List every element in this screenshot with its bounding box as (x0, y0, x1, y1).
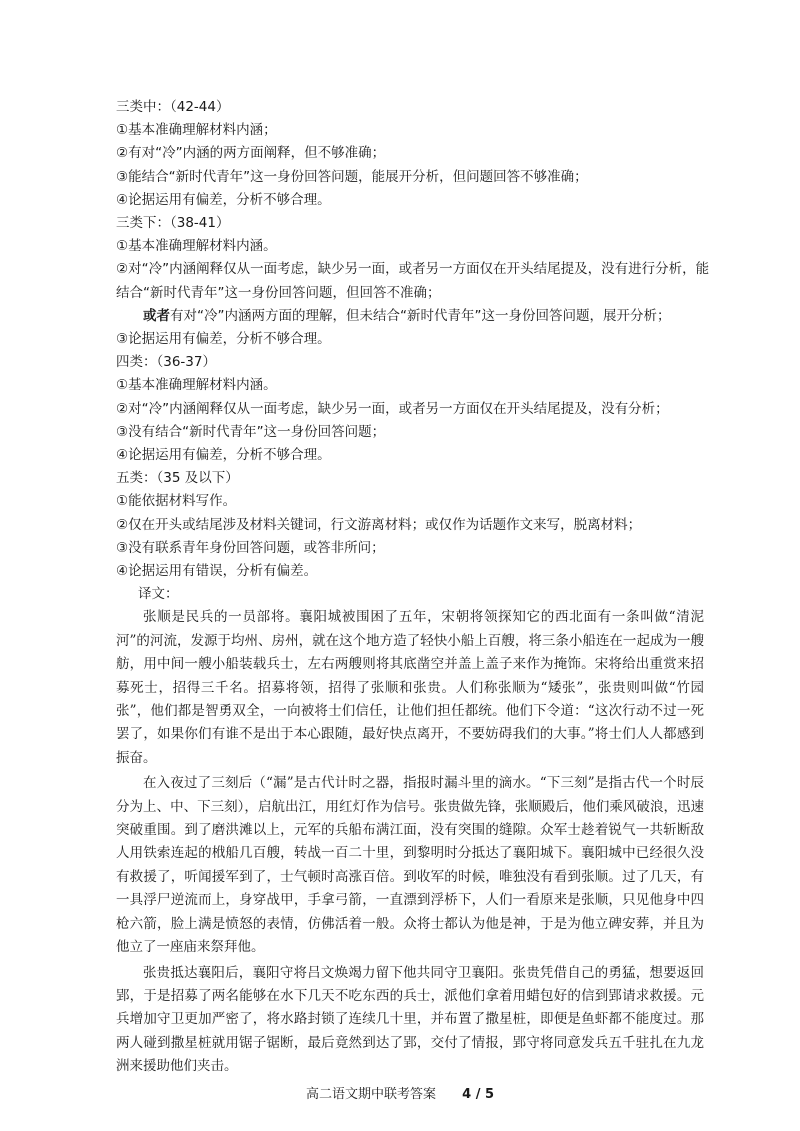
rubric-line: ④论据运用有错误，分析有偏差。 (116, 563, 318, 580)
rubric-line: 四类：（36-37） (116, 354, 216, 371)
alternative-prefix: 或者 (143, 307, 170, 324)
rubric-line: 五类：（35 及以下） (116, 470, 239, 487)
rubric-line: ②对“冷”内涵阐释仅从一面考虑，缺少另一面，或者另一方面仅在开头结尾提及，没有分析； (116, 400, 669, 417)
translation-paragraph: 张贵抵达襄阳后，襄阳守将吕文焕竭力留下他共同守卫襄阳。张贵凭借自己的勇猛，想要返回郢，于是招募了两名能够在水下几天不吃东西的兵士，派他们拿着用蜡包好的信到郢请求救援。元兵增加守卫更加严密了，将水路封锁了连续几十里，并布置了撒星桩，即便是鱼虾都不能度过。那两人碰到撒星桩就用锯子锯断，最后竟然到达了郢，交付了情报，郢守将同意发兵五千驻扎在九龙洲来援助他们夹击。 (116, 964, 704, 1075)
rubric-line: ①基本准确理解材料内涵； (116, 122, 277, 139)
rubric-line: 三类中：（42-44） (116, 99, 230, 115)
rubric-line: ②对“冷”内涵阐释仅从一面考虑，缺少另一面，或者另一方面仅在开头结尾提及，没有进行分析，能结合“新时代青年”这一身份回答问题，但回答不准确； (116, 261, 710, 301)
rubric-line: ③能结合“新时代青年”这一身份回答问题，能展开分析，但问题回答不够准确； (116, 168, 588, 185)
rubric-line: ①基本准确理解材料内涵。 (116, 238, 277, 255)
rubric-line: ④论据运用有偏差，分析不够合理。 (116, 447, 331, 464)
rubric-line: ③论据运用有偏差，分析不够合理。 (116, 331, 331, 348)
translation-heading: 译文： (138, 586, 179, 602)
rubric-line: ①能依据材料写作。 (116, 493, 237, 510)
page-number: 4 / 5 (462, 1087, 495, 1102)
alternative-text: 有对“冷”内涵两方面的理解，但未结合“新时代青年”这一身份回答问题，展开分析； (170, 307, 671, 324)
grading-rubric (116, 96, 716, 583)
rubric-line: ①基本准确理解材料内涵。 (116, 377, 277, 394)
rubric-line-alternative (116, 305, 716, 328)
rubric-line: ②仅在开头或结尾涉及材料关键词，行文游离材料；或仅作为话题作文来写，脱离材料； (116, 516, 642, 533)
translation-paragraph: 在入夜过了三刻后（“漏”是古代计时之器，指报时漏斗里的滴水。“下三刻”是指古代一个时辰分为上、中、下三刻），启航出江，用红灯作为信号。张贵做先锋，张顺殿后，他们乘风破浪，迅速突破重围。到了磨洪滩以上，元军的兵船布满江面，没有突围的缝隙。众军士趁着锐气一共斩断敌人用铁索连起的栰船几百艘，转战一百二十里，到黎明时分抵达了襄阳城下。襄阳城中已经很久没有救援了，听闻援军到了，士气顿时高涨百倍。到收军的时候，唯独没有看到张顺。过了几天，有一具浮尸逆流而上，身穿战甲，手拿弓箭，一直漂到浮桥下，人们一看原来是张顺，只见他身中四枪六箭，脸上满是愤怒的表情，仿佛活着一般。众将士都认为他是神，于是为他立碑安葬，并且为他立了一座庙来祭拜他。 (116, 775, 704, 956)
rubric-line: ②有对“冷”内涵的两方面阐释，但不够准确； (116, 145, 386, 162)
rubric-line: 三类下：（38-41） (116, 215, 230, 232)
translation-paragraph: 张顺是民兵的一员部将。襄阳城被围困了五年，宋朝将领探知它的西北面有一条叫做“清泥河”的河流，发源于均州、房州，就在这个地方造了轻快小船上百艘，将三条小船连在一起成为一艘舫，用中间一艘小船装载兵士，左右两艘则将其底凿空并盖上盖子来作为掩饰。宋将给出重赏来招募死士，招得三千名。招募将领，招得了张顺和张贵。人们称张顺为“矮张”，张贵则叫做“竹园张”，他们都是智勇双全，一向被将士们信任，让他们担任都统。他们下令道：“这次行动不过一死罢了，如果你们有谁不是出于本心跟随，最好快点离开，不要妨碍我们的大事。”将士们人人都感到振奋。 (116, 609, 704, 766)
rubric-line: ③没有联系青年身份回答问题，或答非所问； (116, 539, 385, 556)
translation-section (116, 583, 704, 1079)
rubric-line: ③没有结合“新时代青年”这一身份回答问题； (116, 423, 386, 440)
rubric-line: ④论据运用有偏差，分析不够合理。 (116, 191, 331, 208)
page-footer (0, 1083, 800, 1102)
footer-title: 高二语文期中联考答案 (305, 1087, 436, 1102)
